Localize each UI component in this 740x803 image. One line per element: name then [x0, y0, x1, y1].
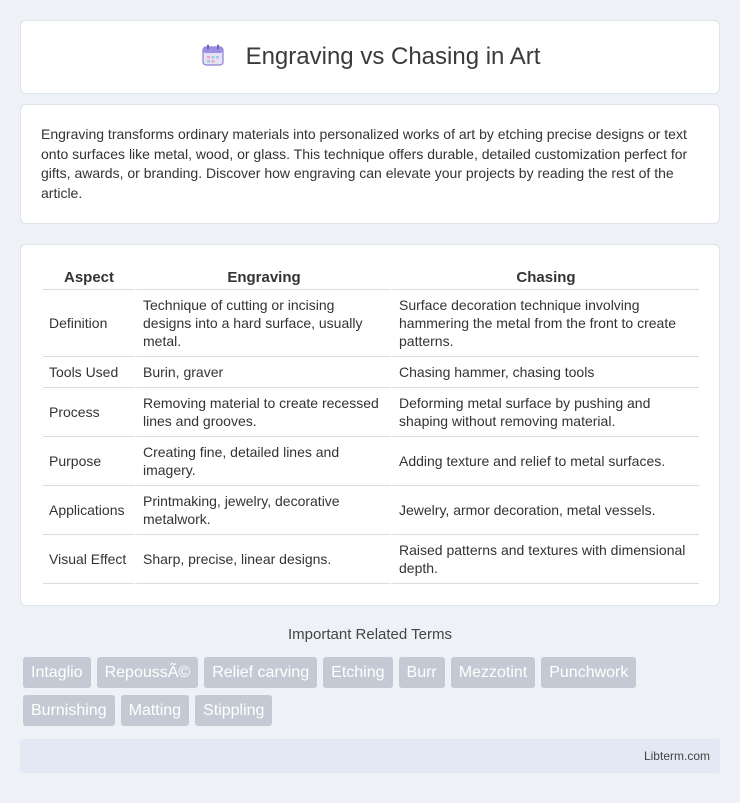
related-term-tag[interactable]: Intaglio: [23, 657, 91, 688]
table-cell: Adding texture and relief to metal surfaces.: [391, 437, 699, 486]
related-term-tag[interactable]: Stippling: [195, 695, 272, 726]
table-cell: Removing material to create recessed lines and grooves.: [135, 388, 391, 437]
calendar-icon: [200, 42, 226, 73]
related-terms-list: [23, 657, 723, 726]
table-cell: Creating fine, detailed lines and imagery.: [135, 437, 391, 486]
table-row: [43, 486, 699, 535]
table-row: [43, 535, 699, 584]
table-cell: Surface decoration technique involving hammering the metal from the front to create patterns.: [391, 290, 699, 357]
table-header-row: [43, 265, 699, 290]
table-row: [43, 290, 699, 357]
table-cell: Deforming metal surface by pushing and shaping without removing material.: [391, 388, 699, 437]
column-header: Aspect: [43, 265, 135, 290]
table-cell: Definition: [43, 290, 135, 357]
column-header: Chasing: [391, 265, 699, 290]
table-cell: Visual Effect: [43, 535, 135, 584]
related-term-tag[interactable]: RepoussÃ©: [97, 657, 199, 688]
footer: [20, 739, 720, 773]
table-cell: Jewelry, armor decoration, metal vessels.: [391, 486, 699, 535]
table-cell: Sharp, precise, linear designs.: [135, 535, 391, 584]
table-cell: Purpose: [43, 437, 135, 486]
related-term-tag[interactable]: Matting: [121, 695, 189, 726]
related-term-tag[interactable]: Burnishing: [23, 695, 115, 726]
related-term-tag[interactable]: Etching: [323, 657, 392, 688]
page-title: Engraving vs Chasing in Art: [245, 43, 541, 70]
intro-text: Engraving transforms ordinary materials into personalized works of art by etching precise designs or text onto surfaces like metal, wood, or glass. This technique offers durable, detailed customization perfect for gifts, awards, or branding. Discover how engraving can elevate your projects by reading the rest of the article.: [41, 126, 688, 201]
related-term-tag[interactable]: Relief carving: [204, 657, 317, 688]
related-term-tag[interactable]: Mezzotint: [451, 657, 535, 688]
table-cell: Applications: [43, 486, 135, 535]
table-row: [43, 357, 699, 388]
table-cell: Printmaking, jewelry, decorative metalwork.: [135, 486, 391, 535]
table-cell: Technique of cutting or incising designs into a hard surface, usually metal.: [135, 290, 391, 357]
header-card: [20, 20, 720, 94]
related-terms-heading: Important Related Terms: [288, 626, 452, 643]
table-row: [43, 437, 699, 486]
comparison-table-card: [20, 244, 720, 606]
related-term-tag[interactable]: Punchwork: [541, 657, 636, 688]
column-header: Engraving: [135, 265, 391, 290]
table-cell: Tools Used: [43, 357, 135, 388]
table-cell: Process: [43, 388, 135, 437]
intro-card: [20, 104, 720, 224]
footer-brand-link[interactable]: Libterm.com: [643, 749, 710, 763]
table-cell: Burin, graver: [135, 357, 391, 388]
table-row: [43, 388, 699, 437]
table-cell: Raised patterns and textures with dimensional depth.: [391, 535, 699, 584]
related-term-tag[interactable]: Burr: [399, 657, 445, 688]
comparison-table: [43, 265, 699, 584]
table-cell: Chasing hammer, chasing tools: [391, 357, 699, 388]
